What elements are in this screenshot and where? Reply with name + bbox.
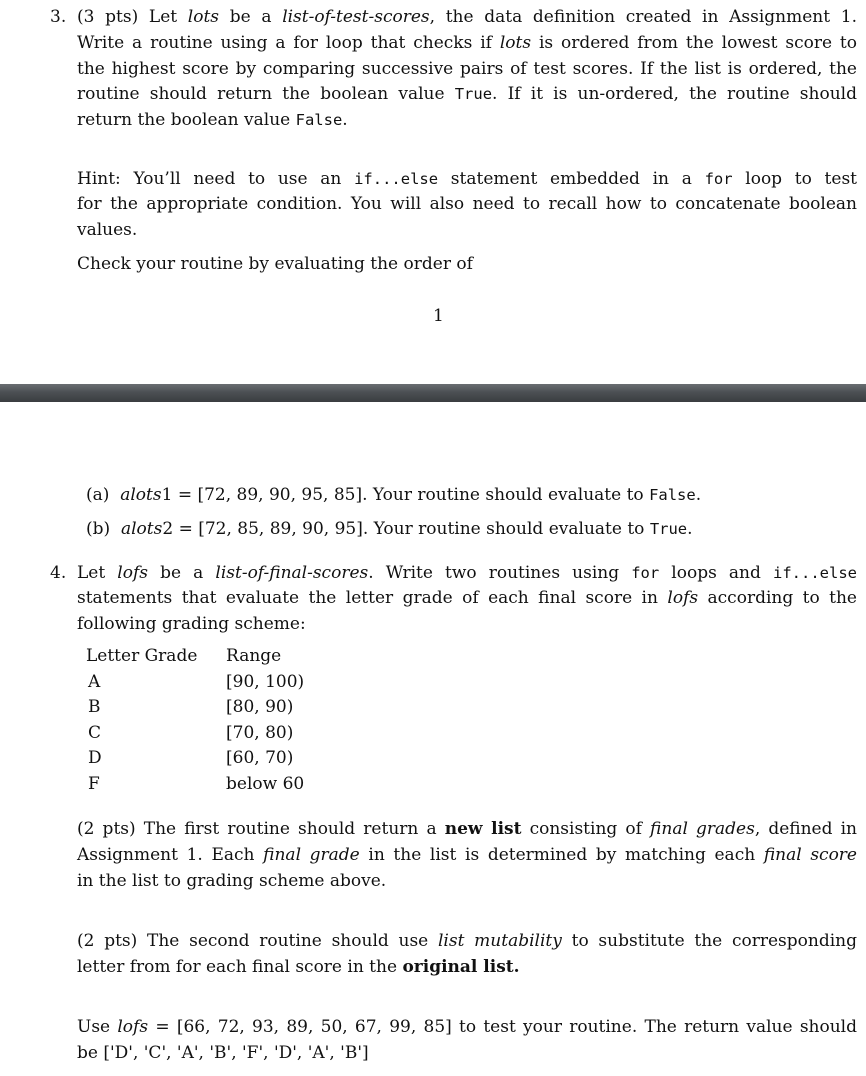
grade-range: below 60	[226, 773, 305, 794]
grade-range: [90, 100)	[226, 671, 305, 692]
page-divider	[0, 384, 866, 402]
grade-range: [70, 80)	[226, 722, 294, 743]
p4-line-2: statements that evaluate the letter grade of each final score in lofs according to the	[77, 588, 857, 608]
grade-letter: A	[88, 671, 101, 692]
page-top	[0, 0, 866, 384]
p3-line-1: (3 pts) Let lots be a list-of-test-scores, the data definition created in Assignment 1.	[77, 7, 857, 27]
p4-use-line-1: Use lofs = [66, 72, 93, 89, 50, 67, 99, 85] to test your routine. The return value should	[77, 1017, 857, 1037]
grade-range: [80, 90)	[226, 697, 294, 718]
header-range: Range	[226, 646, 282, 666]
problem-4-number: 4.	[50, 563, 67, 583]
grade-letter: D	[88, 748, 102, 769]
p4-line-3: following grading scheme:	[77, 614, 306, 634]
p3-line-3: the highest score by comparing successive pairs of test scores. If the list is ordered, the	[77, 59, 857, 79]
p3-check-line: Check your routine by evaluating the order of	[77, 254, 473, 274]
p4-line-1: Let lofs be a list-of-final-scores. Write two routines using for loops and if...else	[77, 563, 857, 583]
p4-use-line-2: be ['D', 'C', 'A', 'B', 'F', 'D', 'A', 'B']	[77, 1043, 369, 1063]
p3-hint-line-1: Hint: You’ll need to use an if...else statement embedded in a for loop to test	[77, 169, 858, 189]
p3-hint-line-2: for the appropriate condition. You will also need to recall how to concatenate boolean	[77, 194, 857, 214]
p4-part2-line-1: (2 pts) The second routine should use list mutability to substitute the corresponding	[77, 931, 858, 951]
p4-part1-line-2: Assignment 1. Each final grade in the list is determined by matching each final score	[77, 845, 857, 865]
grade-letter: B	[88, 697, 101, 718]
p3-item-a: (a) alots1 = [72, 89, 90, 95, 85]. Your routine should evaluate to False.	[86, 485, 702, 505]
grade-range: [60, 70)	[226, 748, 294, 769]
header-letter-grade: Letter Grade	[86, 646, 198, 666]
p4-part1-line-3: in the list to grading scheme above.	[77, 871, 387, 891]
p3-item-b: (b) alots2 = [72, 85, 89, 90, 95]. Your routine should evaluate to True.	[86, 519, 693, 539]
p3-line-4: routine should return the boolean value True. If it is un-ordered, the routine should	[77, 84, 857, 104]
p4-part1-line-1: (2 pts) The first routine should return a new list consisting of final grades, defined in	[77, 819, 857, 839]
p3-line-2: Write a routine using a for loop that checks if lots is ordered from the lowest score to	[77, 33, 857, 53]
p3-line-5: return the boolean value False.	[77, 110, 348, 130]
grade-letter: C	[88, 722, 102, 743]
problem-3-number: 3.	[50, 7, 67, 27]
p3-hint-line-3: values.	[77, 220, 138, 240]
p4-part2-line-2: letter from for each final score in the original list.	[77, 957, 520, 977]
grade-letter: F	[88, 773, 100, 794]
page-number: 1	[433, 306, 444, 326]
